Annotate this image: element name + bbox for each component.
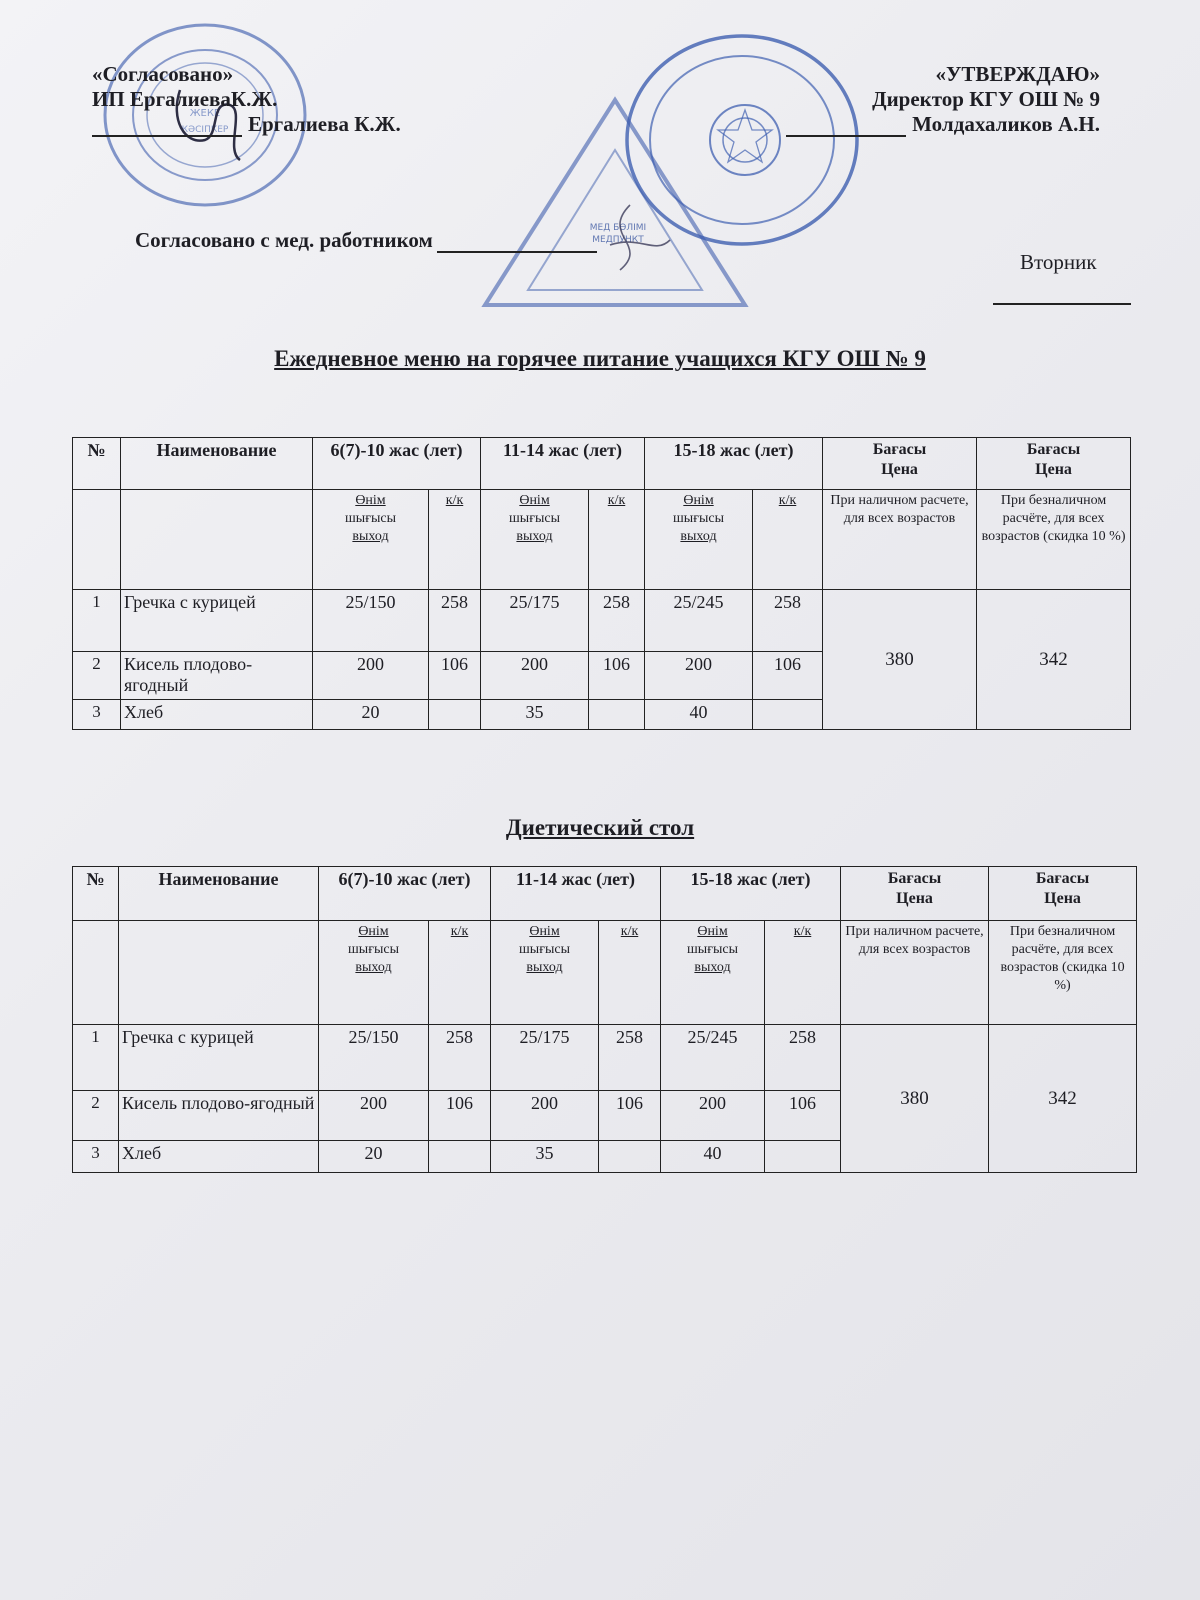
cash-description: При наличном расчете, для всех возрастов: [823, 490, 977, 590]
agreed-signatory: Ергалиева К.Ж.: [248, 112, 401, 136]
row-kk-11-14: 258: [589, 590, 645, 652]
row-kk-6-10: 106: [429, 1091, 491, 1141]
row-output-15-18: 25/245: [645, 590, 753, 652]
row-kk-6-10: [429, 700, 481, 730]
row-output-6-10: 20: [319, 1141, 429, 1173]
row-kk-15-18: [753, 700, 823, 730]
row-output-6-10: 200: [313, 652, 429, 700]
output-line2: шығысы: [673, 511, 724, 526]
row-kk-6-10: 258: [429, 1025, 491, 1091]
price-card-value: 342: [977, 590, 1131, 730]
row-output-11-14: 35: [491, 1141, 599, 1173]
svg-text:МЕДПУНКТ: МЕДПУНКТ: [592, 235, 644, 245]
cash-description: При наличном расчете, для всех возрастов: [841, 921, 989, 1025]
sub-kk: [589, 490, 645, 590]
main-menu-table: [72, 437, 1131, 730]
row-output-6-10: 200: [319, 1091, 429, 1141]
approve-signatory: Молдахаликов А.Н.: [912, 112, 1100, 136]
weekday-underline: [993, 303, 1131, 305]
row-output-11-14: 35: [481, 700, 589, 730]
card-description: При безналичном расчёте, для всех возрастов (скидка 10 %): [989, 921, 1137, 1025]
sub-kk: [429, 490, 481, 590]
output-line1: Өнім: [683, 493, 714, 508]
price-cash-value: 380: [841, 1025, 989, 1173]
row-output-15-18: 200: [645, 652, 753, 700]
row-kk-15-18: 106: [765, 1091, 841, 1141]
col-price-cash: [823, 438, 977, 490]
price-cash-kz: Бағасы: [887, 870, 942, 887]
row-output-11-14: 25/175: [491, 1025, 599, 1091]
output-line2: шығысы: [687, 942, 738, 957]
col-age-11-14: 11-14 жас (лет): [481, 438, 645, 490]
price-card-ru: Цена: [1035, 461, 1072, 478]
diet-menu-table: [72, 866, 1137, 1173]
row-no: 1: [73, 1025, 119, 1091]
price-cash-ru: Цена: [881, 461, 918, 478]
row-no: 3: [73, 1141, 119, 1173]
row-output-6-10: 25/150: [319, 1025, 429, 1091]
col-age-15-18: 15-18 жас (лет): [645, 438, 823, 490]
col-price-card: [977, 438, 1131, 490]
sub-output: [481, 490, 589, 590]
output-line3: выход: [352, 529, 389, 544]
row-kk-11-14: 106: [599, 1091, 661, 1141]
sub-empty: [73, 921, 119, 1025]
row-no: 2: [73, 652, 121, 700]
row-kk-6-10: 258: [429, 590, 481, 652]
med-approval-text: Согласовано с мед. работником: [135, 228, 433, 252]
output-line1: Өнім: [355, 493, 386, 508]
row-output-15-18: 200: [661, 1091, 765, 1141]
output-line1: Өнім: [697, 924, 728, 939]
diet-menu-title: Диетический стол: [505, 815, 695, 840]
sub-kk: [429, 921, 491, 1025]
subheader-row: [73, 490, 1131, 590]
subheader-row: [73, 921, 1137, 1025]
sub-empty: [73, 490, 121, 590]
agreed-entrepreneur: ИП ЕргалиеваК.Ж.: [92, 87, 278, 111]
row-no: 3: [73, 700, 121, 730]
output-line3: выход: [694, 960, 731, 975]
row-kk-6-10: 106: [429, 652, 481, 700]
main-menu-title: Ежедневное меню на горячее питание учащихся КГУ ОШ № 9: [274, 346, 926, 371]
row-no: 2: [73, 1091, 119, 1141]
col-age-15-18: 15-18 жас (лет): [661, 867, 841, 921]
row-output-6-10: 25/150: [313, 590, 429, 652]
sub-empty: [121, 490, 313, 590]
output-line3: выход: [680, 529, 717, 544]
row-kk-15-18: [765, 1141, 841, 1173]
row-kk-11-14: 106: [589, 652, 645, 700]
header-row: [73, 867, 1137, 921]
row-output-11-14: 25/175: [481, 590, 589, 652]
svg-text:КӘСІПКЕР: КӘСІПКЕР: [181, 125, 229, 135]
output-line2: шығысы: [348, 942, 399, 957]
sub-output: [661, 921, 765, 1025]
row-kk-11-14: [599, 1141, 661, 1173]
output-line3: выход: [355, 960, 392, 975]
col-name: Наименование: [121, 438, 313, 490]
row-kk-11-14: [589, 700, 645, 730]
med-signature-line: [437, 233, 597, 253]
approval-block: [780, 62, 1100, 137]
sub-output: [645, 490, 753, 590]
price-card-ru: Цена: [1044, 890, 1081, 907]
sub-kk: [753, 490, 823, 590]
svg-text:ЖЕКЕ: ЖЕКЕ: [189, 108, 221, 119]
agreed-signatory-line: [92, 112, 401, 137]
agreed-title: «Согласовано»: [92, 62, 234, 86]
output-line1: Өнім: [519, 493, 550, 508]
table-row: [73, 1025, 1137, 1091]
price-card-kz: Бағасы: [1035, 870, 1090, 887]
row-kk-15-18: 258: [765, 1025, 841, 1091]
svg-text:МЕД БӨЛІМІ: МЕД БӨЛІМІ: [589, 223, 647, 233]
kk-label: к/к: [793, 924, 812, 939]
sub-kk: [599, 921, 661, 1025]
agreement-block: [92, 62, 401, 137]
row-output-15-18: 40: [661, 1141, 765, 1173]
row-name: Гречка с курицей: [121, 590, 313, 652]
kk-label: к/к: [450, 924, 469, 939]
price-cash-ru: Цена: [896, 890, 933, 907]
row-no: 1: [73, 590, 121, 652]
row-name: Гречка с курицей: [119, 1025, 319, 1091]
approve-director: Директор КГУ ОШ № 9: [872, 87, 1100, 111]
med-approval: [135, 228, 597, 253]
kk-label: к/к: [778, 493, 797, 508]
price-card-value: 342: [989, 1025, 1137, 1173]
row-name: Хлеб: [121, 700, 313, 730]
col-price-card: [989, 867, 1137, 921]
sub-kk: [765, 921, 841, 1025]
row-name: Хлеб: [119, 1141, 319, 1173]
col-age-11-14: 11-14 жас (лет): [491, 867, 661, 921]
row-kk-15-18: 106: [753, 652, 823, 700]
kk-label: к/к: [620, 924, 639, 939]
price-cash-value: 380: [823, 590, 977, 730]
row-kk-15-18: 258: [753, 590, 823, 652]
price-card-kz: Бағасы: [1026, 441, 1081, 458]
weekday: Вторник: [1020, 250, 1097, 274]
row-kk-11-14: 258: [599, 1025, 661, 1091]
sub-output: [491, 921, 599, 1025]
table-row: [73, 590, 1131, 652]
sub-empty: [119, 921, 319, 1025]
price-cash-kz: Бағасы: [872, 441, 927, 458]
col-price-cash: [841, 867, 989, 921]
signature-line: [786, 117, 906, 137]
col-age-6-10: 6(7)-10 жас (лет): [313, 438, 481, 490]
signature-line: [92, 117, 242, 137]
output-line3: выход: [526, 960, 563, 975]
output-line2: шығысы: [519, 942, 570, 957]
kk-label: к/к: [607, 493, 626, 508]
sub-output: [319, 921, 429, 1025]
row-output-15-18: 25/245: [661, 1025, 765, 1091]
col-age-6-10: 6(7)-10 жас (лет): [319, 867, 491, 921]
output-line2: шығысы: [509, 511, 560, 526]
col-no: №: [73, 867, 119, 921]
output-line3: выход: [516, 529, 553, 544]
col-name: Наименование: [119, 867, 319, 921]
output-line1: Өнім: [529, 924, 560, 939]
approve-title: «УТВЕРЖДАЮ»: [935, 62, 1100, 86]
sub-output: [313, 490, 429, 590]
card-description: При безналичном расчёте, для всех возрастов (скидка 10 %): [977, 490, 1131, 590]
row-output-15-18: 40: [645, 700, 753, 730]
row-name: Кисель плодово-ягодный: [121, 652, 313, 700]
output-line1: Өнім: [358, 924, 389, 939]
kk-label: к/к: [445, 493, 464, 508]
header-row: [73, 438, 1131, 490]
col-no: №: [73, 438, 121, 490]
row-output-6-10: 20: [313, 700, 429, 730]
row-output-11-14: 200: [491, 1091, 599, 1141]
row-name: Кисель плодово-ягодный: [119, 1091, 319, 1141]
row-output-11-14: 200: [481, 652, 589, 700]
approve-signatory-line: [780, 112, 1100, 137]
row-kk-6-10: [429, 1141, 491, 1173]
output-line2: шығысы: [345, 511, 396, 526]
